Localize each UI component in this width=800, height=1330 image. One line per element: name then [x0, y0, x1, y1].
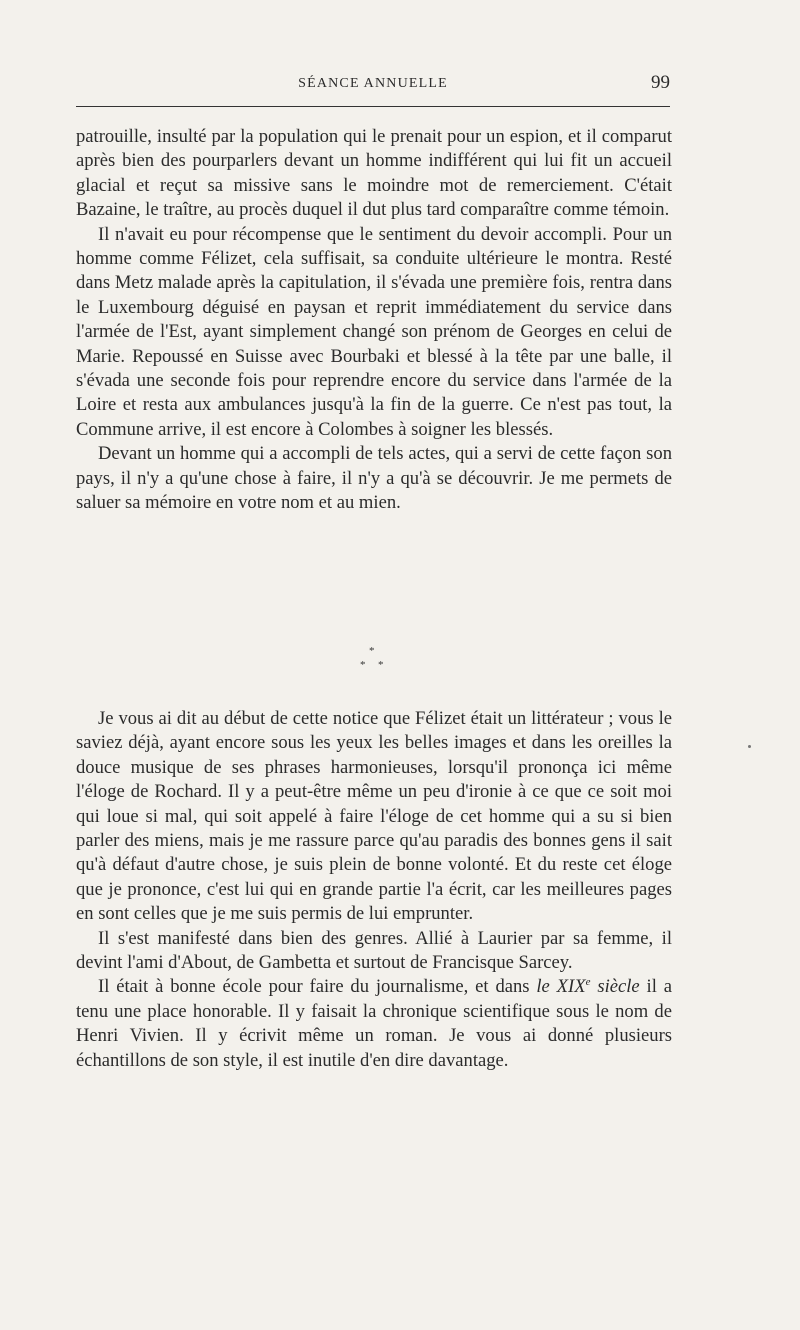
paragraph-genres: Il s'est manifesté dans bien des genres. Allié à Laurier par sa femme, il devint l'ami d'About, de Gambetta et surtout de Francisque Sarcey. [76, 927, 672, 974]
running-title: SÉANCE ANNUELLE [298, 76, 448, 91]
paragraph-recompense: Il n'avait eu pour récompense que le sentiment du devoir accompli. Pour un homme comme Félizet, cela suffisait, sa conduite ultérieure le montra. Resté dans Metz malade après la capitulation, il s'évada une première fois, rentra dans le Luxembourg déguisé en paysan et reprit immédiatement du service dans l'armée de l'Est, ayant simplement changé son prénom de Georges en celui de Marie. Repoussé en Suisse avec Bourbaki et blessé à la tête par une balle, il s'évada une seconde fois pour reprendre encore du service dans l'armée de la Loire et resta aux ambulances jusqu'à la fin de la guerre. Ce n'est pas tout, la Commune arrive, il est encore à Colombes à soigner les blessés. [76, 223, 672, 440]
asterisk-top: * [369, 645, 375, 657]
running-head [76, 72, 670, 96]
section-separator-asterism [346, 642, 406, 678]
newspaper-title-numeral: XIX [556, 976, 586, 998]
header-rule [76, 106, 670, 107]
newspaper-title [536, 976, 639, 997]
text-section-1 [76, 125, 672, 516]
newspaper-title-superscript: e [585, 976, 591, 989]
journalisme-text-start: Il était à bonne école pour faire du journalisme, et dans [98, 976, 537, 998]
newspaper-title-word: siècle [590, 976, 640, 998]
paper-speck [748, 745, 751, 748]
text-section-2 [76, 707, 672, 1073]
paragraph-devant: Devant un homme qui a accompli de tels actes, qui a servi de cette façon son pays, il n'y a qu'une chose à faire, il n'y a qu'à se découvrir. Je me permets de saluer sa mémoire en votre nom et au mien. [76, 443, 672, 514]
paragraph-journalisme [76, 975, 672, 1073]
page-number: 99 [651, 72, 670, 93]
paragraph-continued: patrouille, insulté par la population qui le prenait pour un espion, et il comparut après bien des pourparlers devant un homme indifférent qui lui fit un accueil glacial et reçut sa missive sans le moindre mot de remerciement. C'était Bazaine, le traître, au procès duquel il dut plus tard comparaître comme témoin. [76, 126, 672, 221]
newspaper-title-article: le [536, 976, 550, 998]
paragraph-litterateur: Je vous ai dit au début de cette notice que Félizet était un littérateur ; vous le saviez déjà, ayant encore sous les yeux les belles images et dans les oreilles la douce musique de ses phrases harmonieuses, lorsqu'il prononça ici même l'éloge de Rochard. Il y a peut-être même un peu d'ironie à ce que ce soit moi qui loue si mal, qui soit appelé à faire l'éloge de cet homme qui a su si bien parler des miens, mais je me rassure parce qu'au paradis des bonnes gens il sait qu'à défaut d'autre chose, je suis plein de bonne volonté. Et du reste cet éloge que je prononce, c'est lui qui en grande partie l'a écrit, car les meilleures pages en sont celles que je me suis permis de lui emprunter. [76, 708, 672, 925]
asterisk-left: * [360, 659, 366, 671]
journalisme-text-end: il a tenu une place honorable. Il y faisait la chronique scientifique sous le nom de Henri Vivien. Il y écrivit même un roman. Je vous ai donné plusieurs échantillons de son style, il est inutile d'en dire davantage. [76, 976, 672, 1071]
asterisk-right: * [378, 659, 384, 671]
